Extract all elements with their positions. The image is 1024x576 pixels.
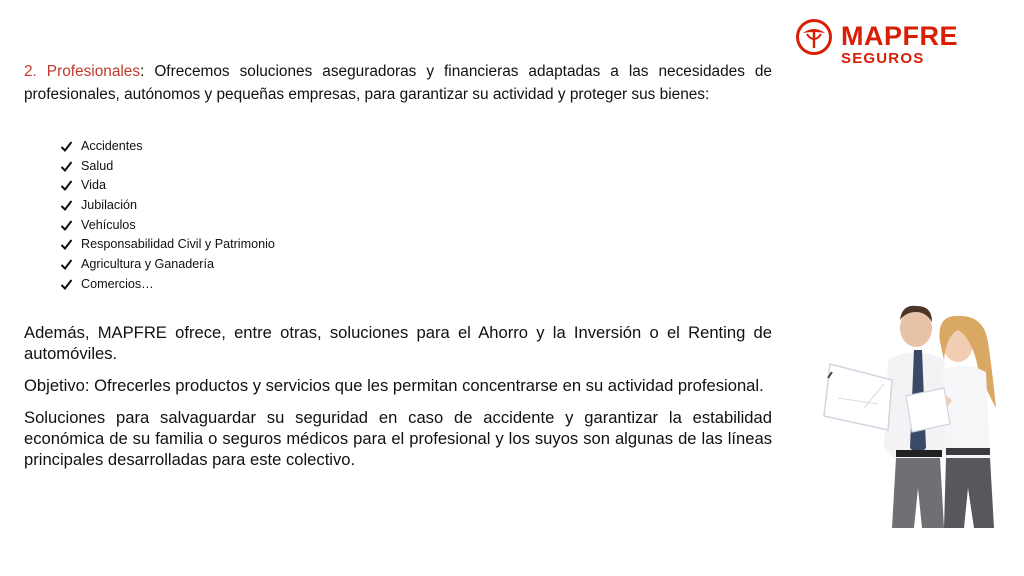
checkmark-icon — [60, 140, 73, 153]
intro-paragraph — [24, 60, 772, 106]
list-item — [60, 235, 275, 255]
list-item — [60, 216, 275, 236]
intro-text: : Ofrecemos soluciones aseguradoras y financieras adaptadas a las necesidades de profesionales, autónomos y pequeñas empresas, para garantizar su actividad y proteger sus bienes: — [24, 63, 772, 103]
list-item — [60, 255, 275, 275]
checkmark-icon — [60, 160, 73, 173]
list-item-label: Vehículos — [81, 217, 136, 232]
body-text — [24, 322, 772, 481]
mapfre-logo — [795, 18, 975, 70]
checkmark-icon — [60, 278, 73, 291]
list-item — [60, 137, 275, 157]
list-item-label: Vida — [81, 178, 106, 193]
list-item-label: Accidentes — [81, 139, 143, 153]
coverage-checklist — [60, 137, 275, 295]
logo-brand: MAPFRE — [841, 21, 958, 51]
logo-subtitle: SEGUROS — [841, 50, 925, 67]
list-item-label: Agricultura y Ganadería — [81, 257, 215, 272]
checkmark-icon — [60, 258, 73, 271]
checkmark-icon — [60, 238, 73, 251]
list-item — [60, 275, 275, 295]
paragraph-soluciones: Soluciones para salvaguardar su seguridad en caso de accidente y garantizar la estabilidad económica de su familia o seguros médicos para el profesional y los suyos son algunas de las líneas principales desarrolladas para este colectivo. — [24, 408, 772, 469]
list-item-label: Responsabilidad Civil y Patrimonio — [81, 237, 275, 252]
list-item-label: Jubilación — [81, 198, 138, 213]
checkmark-icon — [60, 199, 73, 212]
paragraph-ahorro: Además, MAPFRE ofrece, entre otras, soluciones para el Ahorro y la Inversión o el Renting de automóviles. — [24, 323, 772, 363]
professionals-photo — [818, 298, 1018, 528]
section-heading: 2. Profesionales — [24, 63, 141, 80]
list-item-label: Comercios… — [81, 276, 154, 291]
list-item-label: Salud — [81, 158, 114, 173]
checkmark-icon — [60, 179, 73, 192]
checkmark-icon — [60, 219, 73, 232]
paragraph-objetivo: Objetivo: Ofrecerles productos y servicios que les permitan concentrarse en su actividad profesional. — [24, 376, 764, 395]
list-item — [60, 196, 275, 216]
list-item — [60, 176, 275, 196]
mapfre-emblem-icon — [795, 18, 833, 56]
list-item — [60, 157, 275, 177]
